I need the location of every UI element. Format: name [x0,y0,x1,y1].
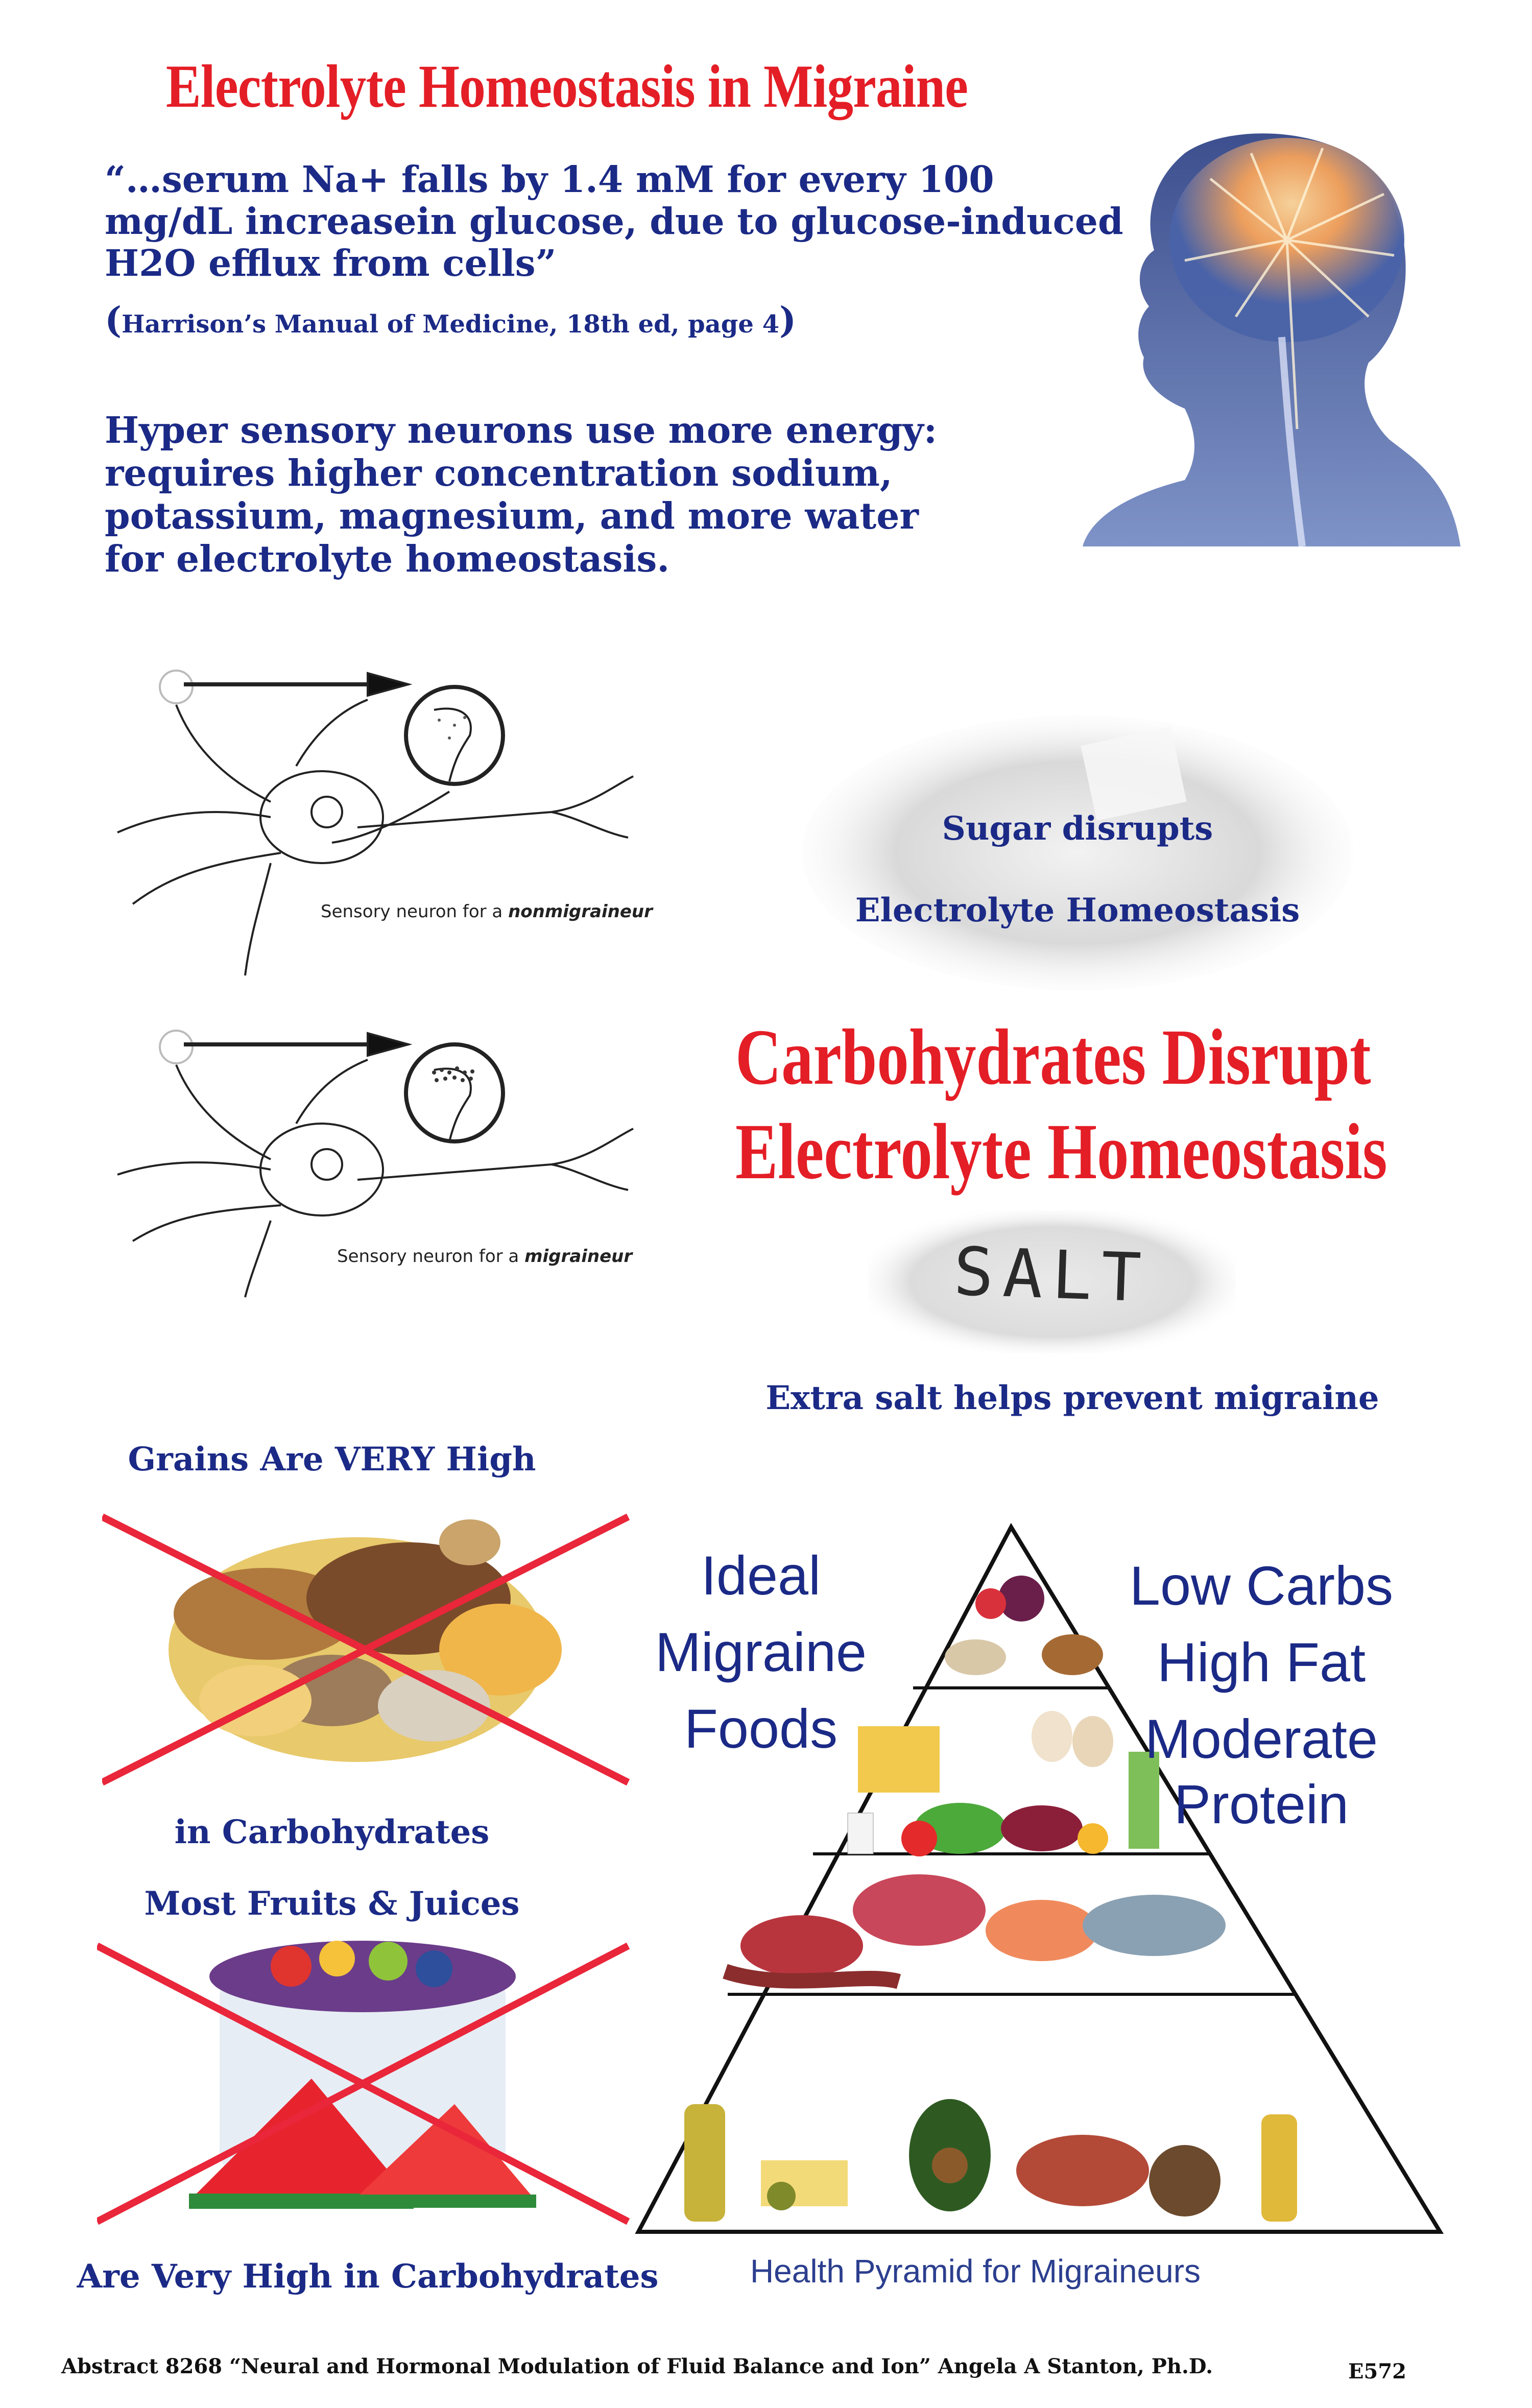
pyramid-left-text: Ideal Migraine Foods [655,1544,867,1759]
sugar-line-2: Electrolyte Homeostasis [855,891,1300,929]
neuron-1-caption: Sensory neuron for a nonmigraineur [321,901,653,922]
sugar-line-1: Sugar disrupts [942,809,1213,848]
page-title: Electrolyte Homeostasis in Migraine [165,52,968,120]
poster-code: E572 [1348,2359,1406,2383]
fruits-image-crossed [97,1936,638,2242]
sugar-pile-image [797,705,1358,991]
grains-label-bottom: in Carbohydrates [174,1813,490,1851]
footer-abstract: Abstract 8268 “Neural and Hormonal Modulation of Fluid Balance and Ion” Angela A Stanton, Ph.D. [61,2354,1213,2378]
neuron-diagram-nonmigraineur [102,649,695,981]
head-illustration [1083,123,1461,546]
salt-caption: Extra salt helps prevent migraine [765,1379,1379,1417]
fruits-label-top: Most Fruits & Juices [144,1885,520,1923]
carbs-headline-line-2: Electrolyte Homeostasis [735,1107,1387,1196]
hyper-sensory-text: Hyper sensory neurons use more energy: requires higher concentration sodium, potassium, magnesium, and more water for electrolyte homeostasis. [105,409,937,580]
grains-label-top: Grains Are VERY High [128,1440,536,1479]
pyramid-right-text: Low Carbs High Fat Moderate Protein [1129,1555,1394,1835]
citation: (Harrison’s Manual of Medicine, 18th ed, page 4) [105,299,797,341]
salt-word: SALT [952,1232,1152,1317]
carbs-headline-line-1: Carbohydrates Disrupt [735,1013,1371,1101]
grains-image-crossed [102,1496,638,1803]
fruits-label-bottom: Are Very High in Carbohydrates [77,2257,659,2296]
neuron-2-caption: Sensory neuron for a migraineur [337,1246,633,1267]
pyramid-caption: Health Pyramid for Migraineurs [750,2253,1201,2290]
citation-text: Harrison’s Manual of Medicine, 18th ed, page 4 [122,310,779,339]
quote-text: “…serum Na+ falls by 1.4 mM for every 100 mg/dL increasein glucose, due to glucose-induced H2O efflux from cells” [105,158,1123,284]
